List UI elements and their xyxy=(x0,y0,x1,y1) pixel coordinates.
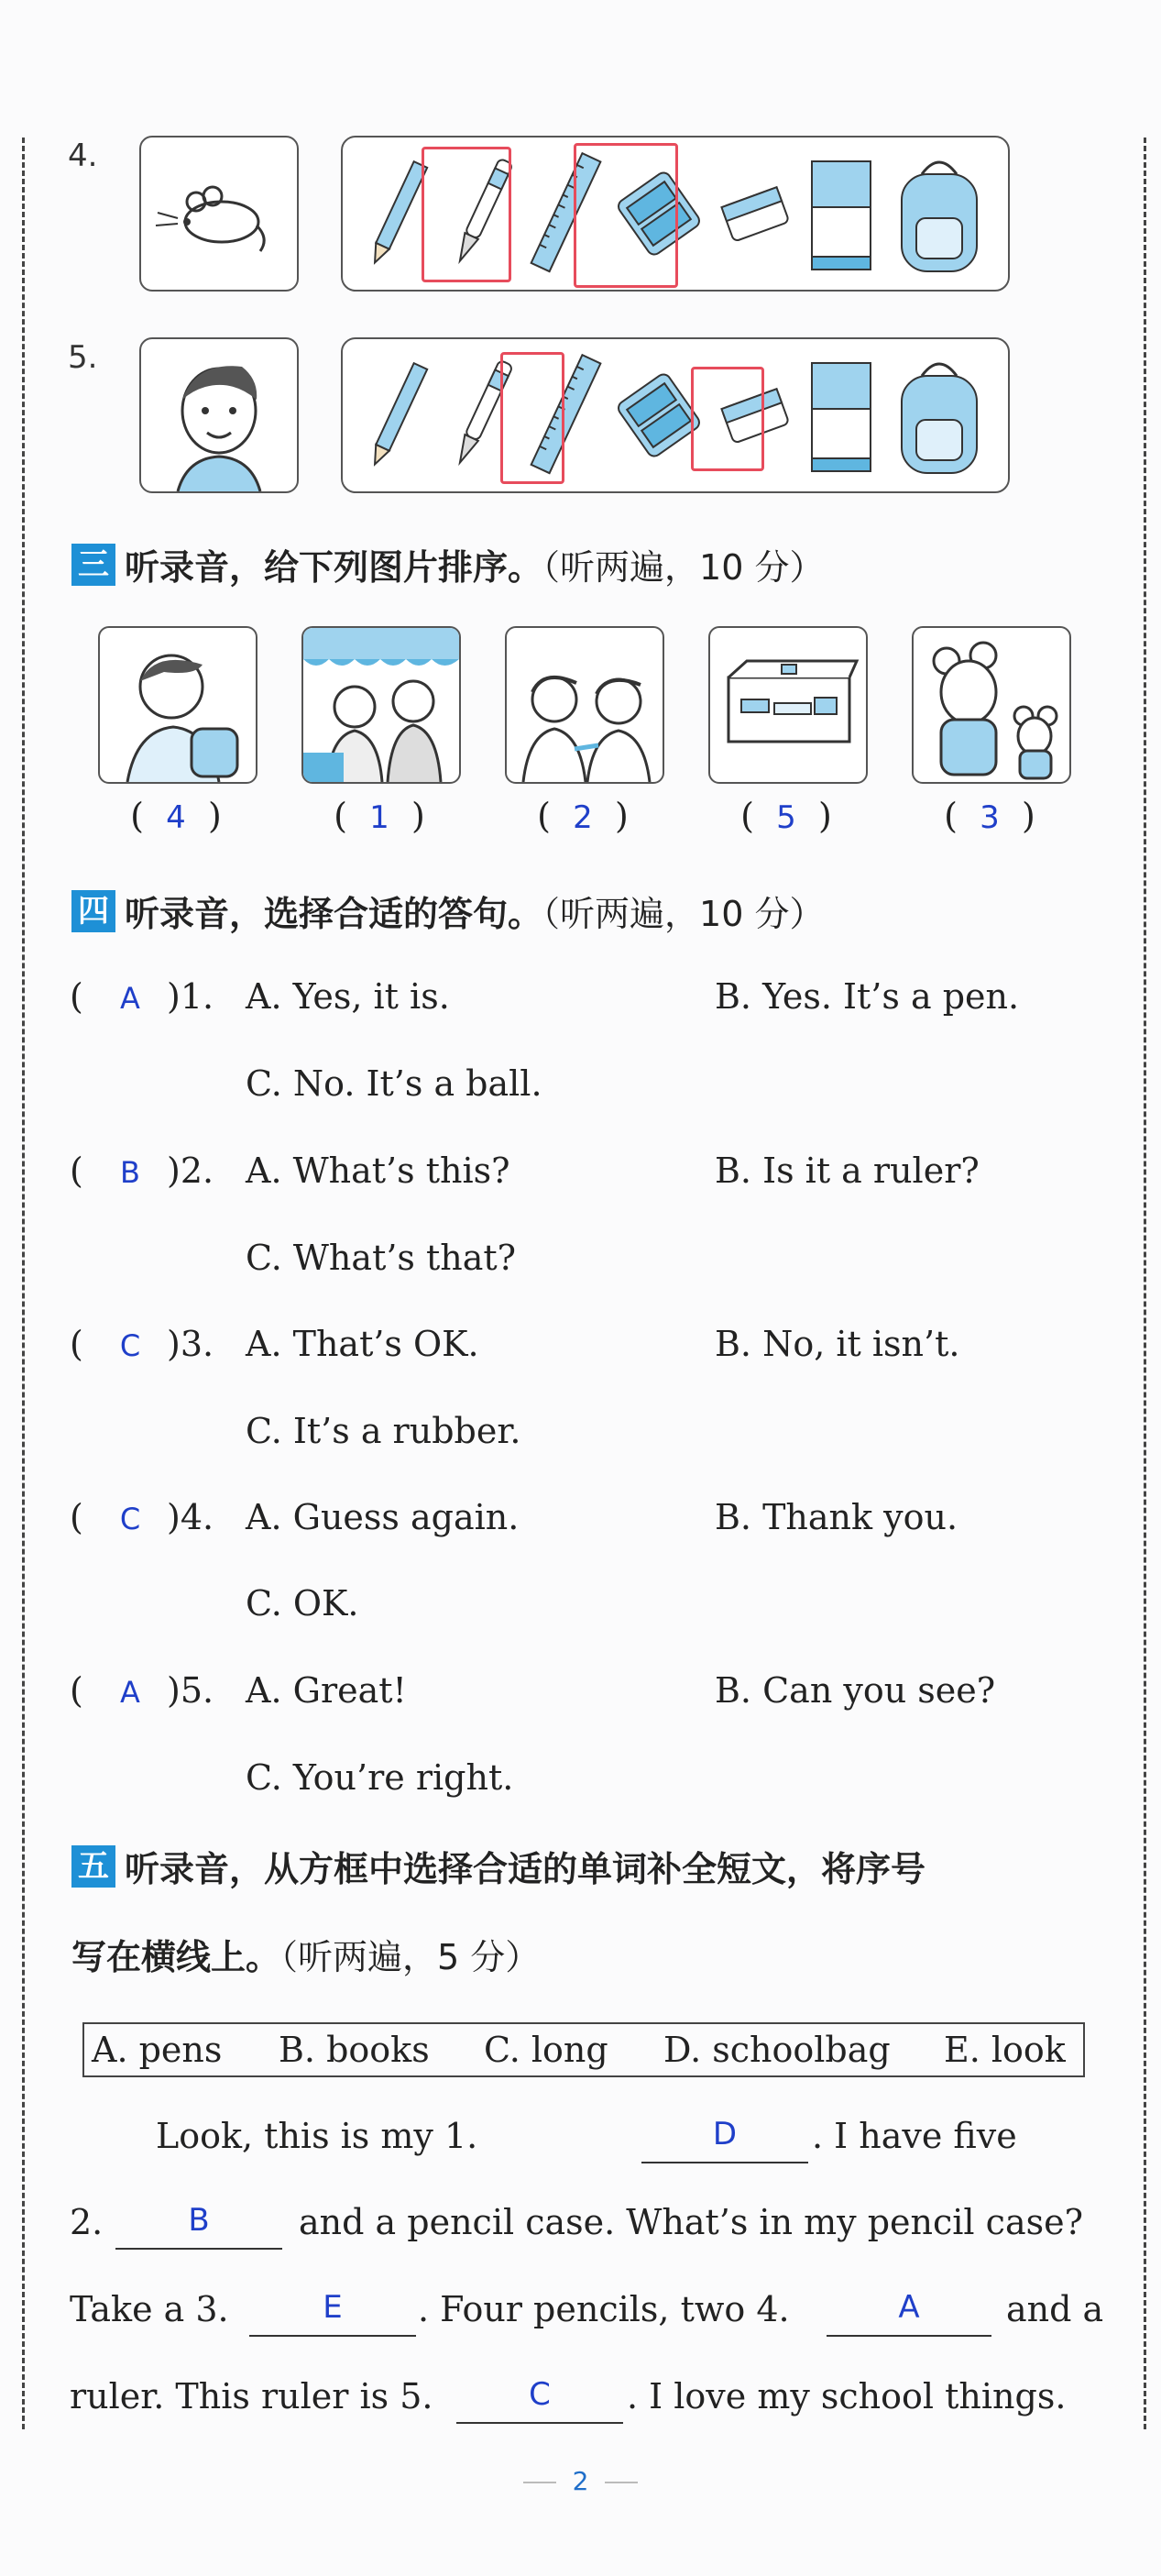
right-dashed-margin xyxy=(1144,138,1146,2429)
question-1-option-b: B. Yes. It’s a pen. xyxy=(715,976,1020,1017)
question-2-option-a: A. What’s this? xyxy=(246,1150,510,1191)
boy-picture xyxy=(139,337,299,493)
picture-open-pencil-box xyxy=(708,626,868,784)
section-4-heading xyxy=(71,886,825,934)
question-4-open-paren: ( xyxy=(70,1497,83,1537)
section-3-title: 听录音，给下列图片排序。 xyxy=(125,547,543,588)
mouse-icon xyxy=(141,138,297,290)
question-1-answer[interactable]: A xyxy=(120,981,140,1016)
question-2-option-b: B. Is it a ruler? xyxy=(715,1150,980,1191)
question-3-open-paren: ( xyxy=(70,1324,83,1364)
section-4-note: （听两遍，10 分） xyxy=(542,894,825,934)
row-4-items-box xyxy=(341,136,1010,292)
question-5-open-paren: ( xyxy=(70,1670,83,1711)
blank-4[interactable]: A xyxy=(827,2289,991,2337)
order-answer-2[interactable]: 1 xyxy=(369,799,389,836)
row-5-number: 5. xyxy=(68,339,98,376)
section-3-badge: 三 xyxy=(71,544,115,586)
pencil-case-icon[interactable] xyxy=(608,147,709,281)
word-option-c: C. long xyxy=(484,2030,608,2070)
question-2-answer[interactable]: B xyxy=(120,1155,140,1190)
question-5-option-a: A. Great! xyxy=(246,1670,407,1711)
paragraph-line-4-end: . I love my school things. xyxy=(627,2376,1067,2416)
word-option-d: D. schoolbag xyxy=(663,2030,891,2070)
ruler-icon[interactable] xyxy=(524,348,608,482)
order-slot-2: ( 1 ) xyxy=(334,796,425,836)
order-answer-5[interactable]: 3 xyxy=(980,799,1000,836)
question-2-option-c: C. What’s that? xyxy=(246,1238,517,1278)
section-3-heading xyxy=(71,539,825,588)
paragraph-line-3-start: Take a 3. xyxy=(70,2289,229,2329)
paragraph-line-2-number: 2. xyxy=(70,2202,104,2242)
page-number xyxy=(0,2466,1161,2496)
paragraph-line-3-middle: . Four pencils, two 4. xyxy=(418,2289,790,2329)
row-5-items-box xyxy=(341,337,1010,493)
word-option-a: A. pens xyxy=(92,2030,223,2070)
question-4-option-b: B. Thank you. xyxy=(715,1497,958,1537)
order-answer-3[interactable]: 2 xyxy=(573,799,593,836)
question-4-option-a: A. Guess again. xyxy=(246,1497,520,1537)
section-5-note: （听两遍，5 分） xyxy=(280,1937,541,1977)
word-options-box xyxy=(82,2022,1085,2077)
pencil-icon[interactable] xyxy=(356,348,440,482)
paragraph-line-3-end: and a xyxy=(1006,2289,1104,2329)
section-4-badge: 四 xyxy=(71,890,115,932)
question-4-number: )4. xyxy=(167,1497,214,1537)
paragraph-line-4-start: ruler. This ruler is 5. xyxy=(70,2376,433,2416)
paragraph-line-2-end: and a pencil case. What’s in my pencil case? xyxy=(299,2202,1083,2242)
question-1-option-c: C. No. It’s a ball. xyxy=(246,1063,542,1104)
question-4-option-c: C. OK. xyxy=(246,1583,359,1624)
pencil-icon[interactable] xyxy=(356,147,440,281)
question-2-open-paren: ( xyxy=(70,1150,83,1191)
question-5-option-b: B. Can you see? xyxy=(715,1670,996,1711)
blank-1[interactable]: D xyxy=(641,2116,808,2163)
order-slot-5: ( 3 ) xyxy=(944,796,1035,836)
question-5-number: )5. xyxy=(167,1670,214,1711)
order-slot-4: ( 5 ) xyxy=(740,796,832,836)
section-5-title-line-2: 写在横线上。 xyxy=(71,1937,281,1977)
paragraph-line-1-end: . I have five xyxy=(812,2116,1017,2156)
book-icon[interactable] xyxy=(799,147,883,281)
page-number-text: 2 xyxy=(572,2466,589,2496)
picture-two-kids-talking xyxy=(505,626,664,784)
question-3-option-c: C. It’s a rubber. xyxy=(246,1411,521,1451)
question-4-answer[interactable]: C xyxy=(119,1502,141,1536)
section-3-note: （听两遍，10 分） xyxy=(542,547,825,588)
question-1-number: )1. xyxy=(167,976,214,1017)
question-1-open-paren: ( xyxy=(70,976,83,1017)
question-2-number: )2. xyxy=(167,1150,214,1191)
section-5-badge: 五 xyxy=(71,1845,115,1888)
picture-two-mice xyxy=(912,626,1071,784)
pen-icon[interactable] xyxy=(440,348,524,482)
word-option-b: B. books xyxy=(279,2030,430,2070)
section-4-title: 听录音，选择合适的答句。 xyxy=(125,894,543,934)
schoolbag-icon[interactable] xyxy=(889,348,990,482)
blank-3[interactable]: E xyxy=(249,2289,416,2337)
pencil-case-icon[interactable] xyxy=(608,348,709,482)
question-1-option-a: A. Yes, it is. xyxy=(246,976,450,1017)
question-3-number: )3. xyxy=(167,1324,214,1364)
order-answer-4[interactable]: 5 xyxy=(776,799,796,836)
question-3-option-a: A. That’s OK. xyxy=(246,1324,479,1364)
question-3-option-b: B. No, it isn’t. xyxy=(715,1324,960,1364)
picture-boy-with-schoolbag xyxy=(98,626,257,784)
order-slot-3: ( 2 ) xyxy=(537,796,629,836)
rubber-icon[interactable] xyxy=(713,348,797,482)
rubber-icon[interactable] xyxy=(713,147,797,281)
row-4-number: 4. xyxy=(68,138,98,174)
order-answer-1[interactable]: 4 xyxy=(166,799,186,836)
blank-2[interactable]: B xyxy=(115,2202,282,2250)
section-5-heading-line-2 xyxy=(71,1929,540,1975)
order-slot-1: ( 4 ) xyxy=(130,796,222,836)
picture-shop-two-girls xyxy=(301,626,461,784)
blank-5[interactable]: C xyxy=(456,2376,623,2424)
ruler-icon[interactable] xyxy=(524,147,608,281)
section-5-heading xyxy=(71,1841,926,1887)
question-5-answer[interactable]: A xyxy=(120,1675,140,1710)
schoolbag-icon[interactable] xyxy=(889,147,990,281)
question-5-option-c: C. You’re right. xyxy=(246,1757,514,1798)
boy-icon xyxy=(141,339,297,491)
question-3-answer[interactable]: C xyxy=(119,1328,141,1363)
pen-icon[interactable] xyxy=(440,147,524,281)
book-icon[interactable] xyxy=(799,348,883,482)
left-dashed-margin xyxy=(22,138,25,2429)
section-5-title-line-1: 听录音，从方框中选择合适的单词补全短文，将序号 xyxy=(125,1849,926,1889)
word-option-e: E. look xyxy=(944,2030,1066,2070)
paragraph-line-1-start: Look, this is my 1. xyxy=(156,2116,478,2156)
mouse-picture xyxy=(139,136,299,292)
